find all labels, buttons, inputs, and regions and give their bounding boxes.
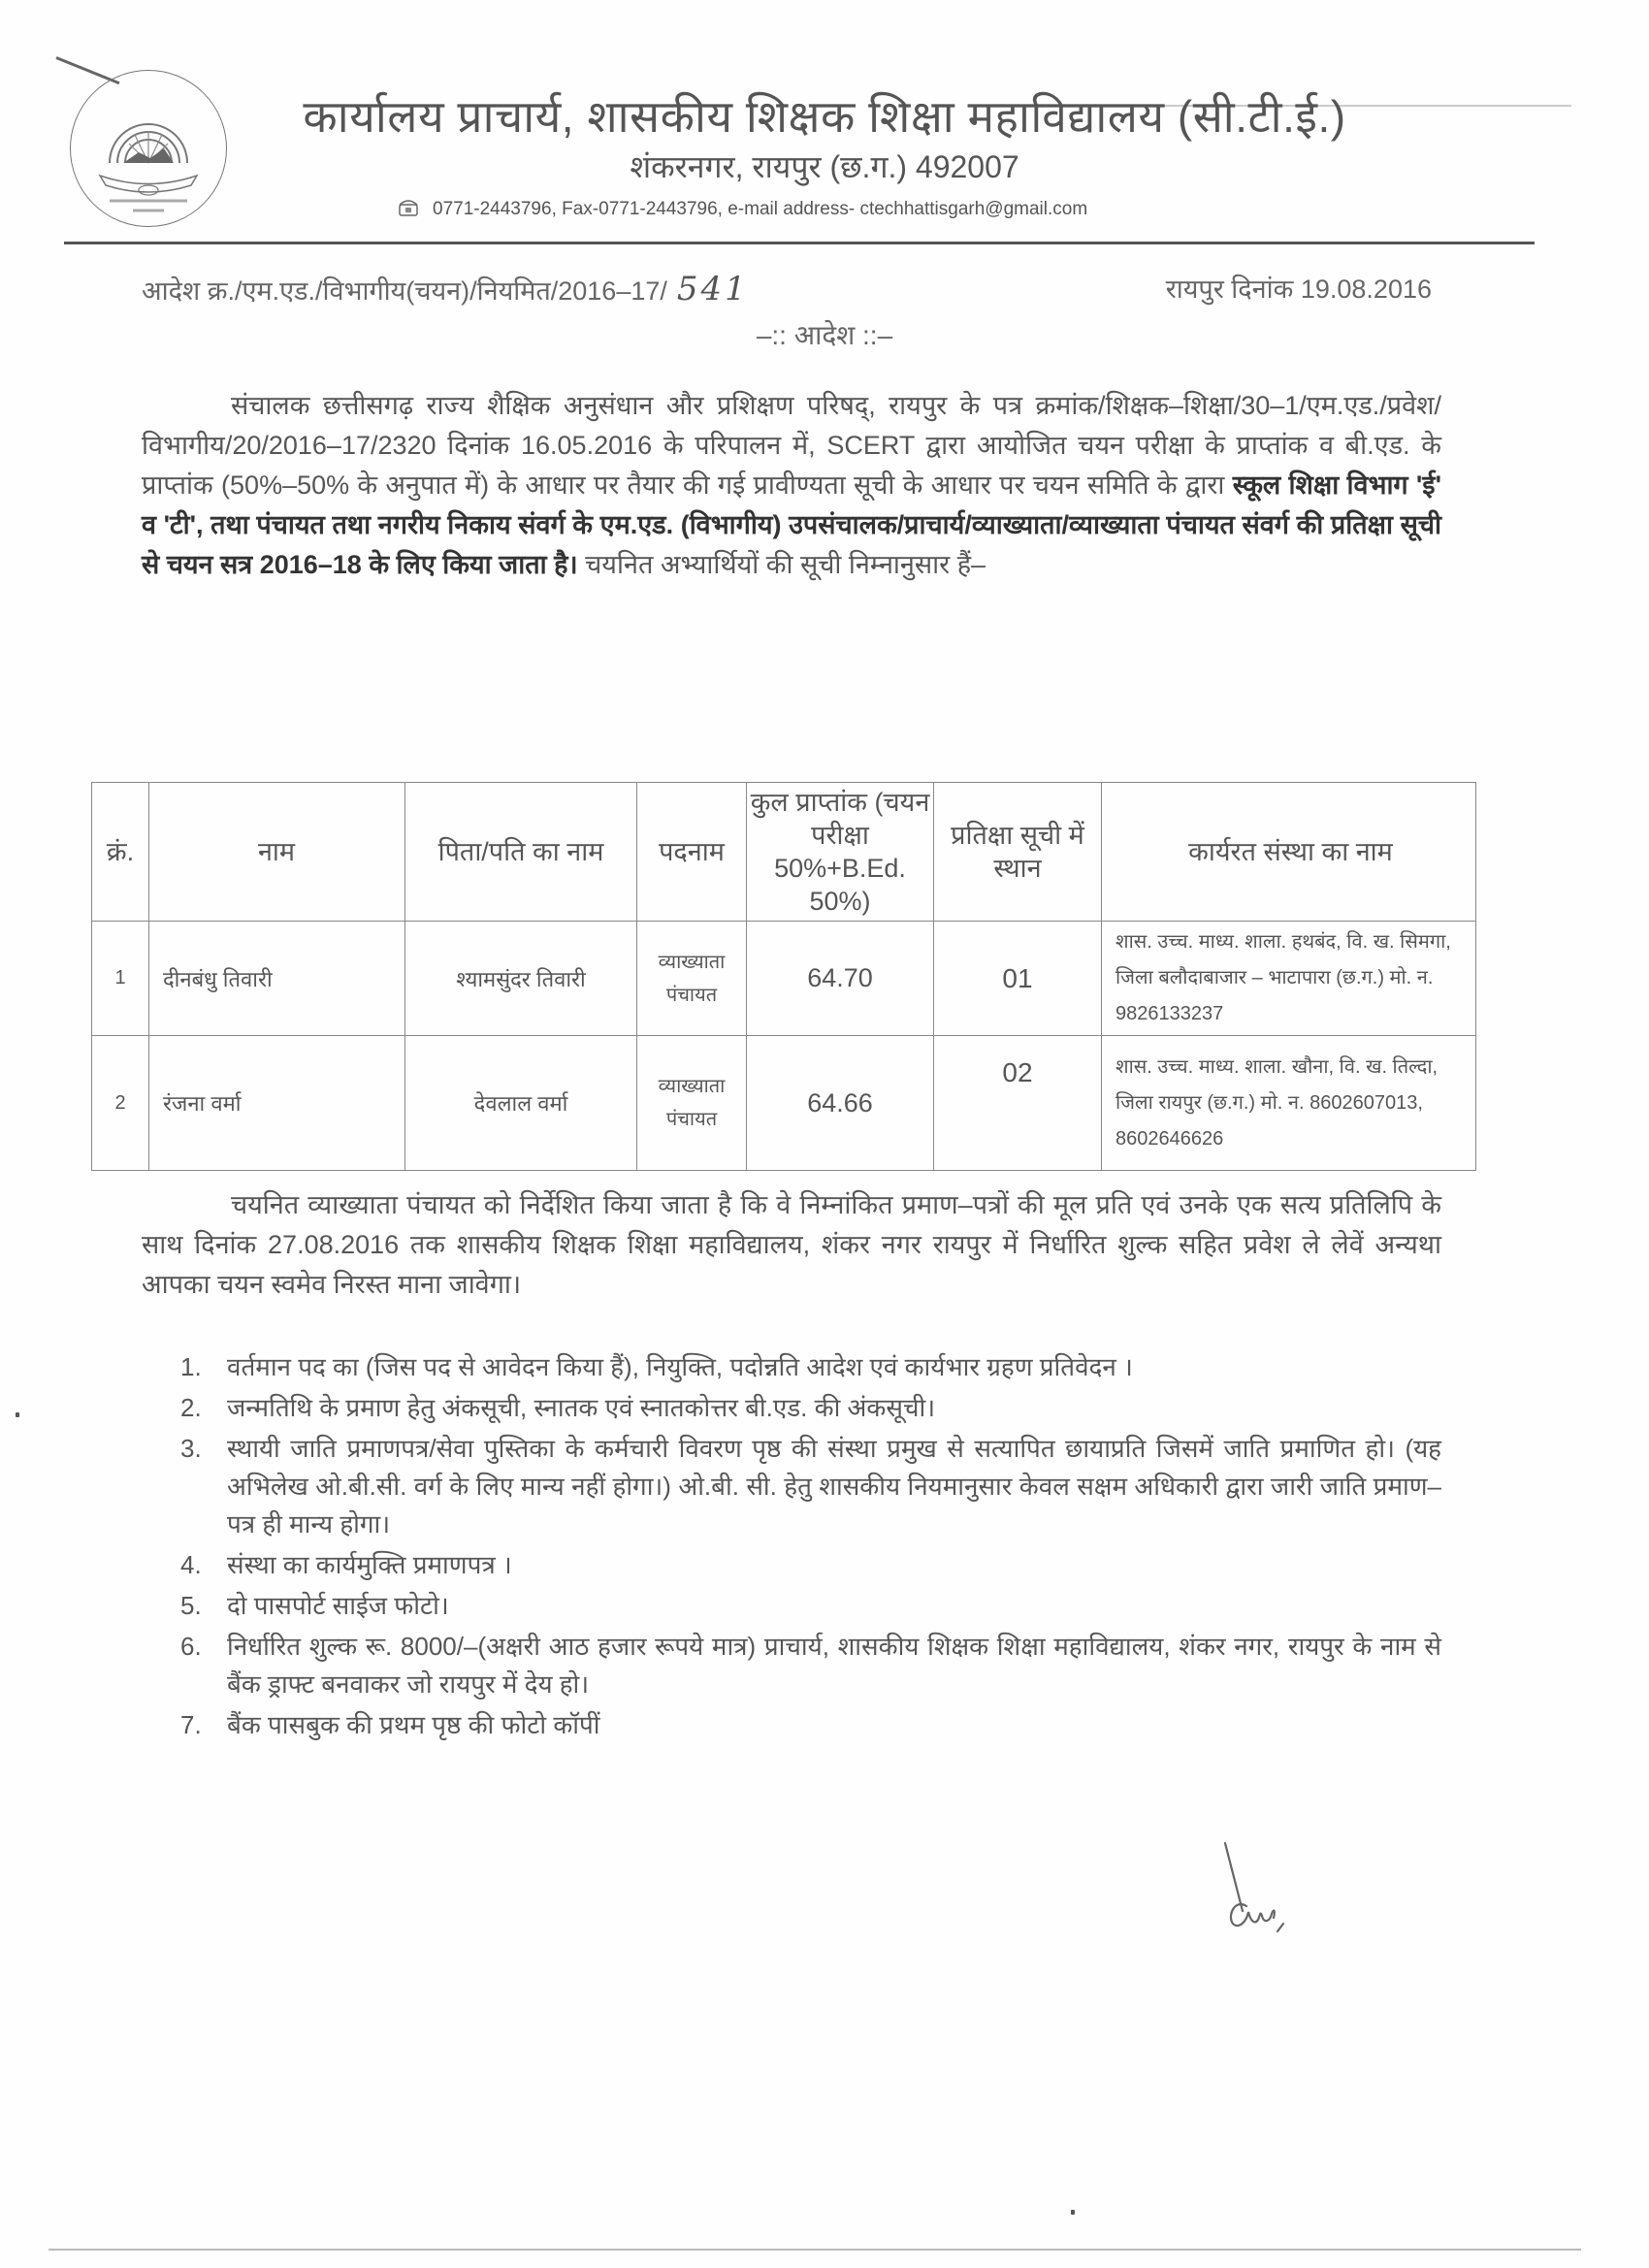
cell-institution: शास. उच्च. माध्य. शाला. हथबंद, वि. ख. सिमगा, जिला बलौदाबाजार – भाटापारा (छ.ग.) मो. न. 9826133237 bbox=[1102, 922, 1476, 1036]
list-number: 4. bbox=[180, 1550, 202, 1579]
telephone-icon bbox=[398, 199, 419, 216]
contact-text: 0771-2443796, Fax-0771-2443796, e-mail address- ctechhattisgarh@gmail.com bbox=[433, 199, 1088, 219]
cell-waitlist-rank: 01 bbox=[934, 922, 1102, 1036]
order-reference-line bbox=[142, 270, 1432, 308]
list-number: 2. bbox=[180, 1393, 202, 1422]
list-item bbox=[180, 1587, 1441, 1625]
list-number: 5. bbox=[180, 1591, 202, 1620]
header-designation: पदनाम bbox=[637, 783, 747, 922]
cell-designation: व्याख्याता पंचायत bbox=[637, 1036, 747, 1171]
required-documents-list bbox=[180, 1348, 1441, 1747]
cell-father-name: श्यामसुंदर तिवारी bbox=[405, 922, 637, 1036]
handwritten-order-number: 541 bbox=[676, 270, 749, 308]
college-emblem-icon bbox=[70, 70, 227, 227]
list-item bbox=[180, 1389, 1441, 1427]
list-text: जन्मतिथि के प्रमाण हेतु अंकसूची, स्नातक एवं स्नातकोत्तर बी.एड. की अंकसूची। bbox=[227, 1393, 936, 1422]
intro-text-end: चयनित अभ्यार्थियों की सूची निम्नानुसार हैं– bbox=[577, 550, 986, 579]
cell-designation: व्याख्याता पंचायत bbox=[637, 922, 747, 1036]
table-header-row bbox=[92, 783, 1476, 922]
list-number: 7. bbox=[180, 1710, 202, 1739]
scan-speck bbox=[16, 1412, 19, 1417]
header-name: नाम bbox=[149, 783, 405, 922]
list-item bbox=[180, 1430, 1441, 1543]
order-heading: –:: आदेश ::– bbox=[756, 320, 893, 350]
cell-total-marks: 64.66 bbox=[747, 1036, 934, 1171]
cell-father-name: देवलाल वर्मा bbox=[405, 1036, 637, 1171]
header-total-marks: कुल प्राप्तांक (चयन परीक्षा 50%+B.Ed. 50%) bbox=[747, 783, 934, 922]
cell-serial: 2 bbox=[92, 1036, 149, 1171]
intro-text-start: संचालक छत्तीसगढ़ राज्य शैक्षिक अनुसंधान और प्रशिक्षण परिषद्, रायपुर के पत्र क्रमांक/शिक्षक–शिक्षा/30–1/एम.एड./प्रवेश/विभागीय/20/2016–17/2320 दिनांक 16.05.2016 के परिपालन में, SCERT द्वारा आयोजित चयन परीक्षा के प्राप्तांक व बी.एड. के प्राप्तांक (50%–50% के अनुपात में) के आधार पर तैयार की गई प्रावीण्यता सूची के आधार पर चयन समिति के द्वारा bbox=[142, 391, 1441, 500]
selected-candidates-table bbox=[91, 782, 1476, 1171]
list-text: बैंक पासबुक की प्रथम पृष्ठ की फोटो कॉपीं bbox=[227, 1710, 600, 1739]
scan-bottom-edge bbox=[48, 2249, 1581, 2251]
header-divider bbox=[64, 242, 1535, 244]
list-text: संस्था का कार्यमुक्ति प्रमाणपत्र । bbox=[227, 1550, 512, 1579]
contact-line bbox=[398, 199, 1087, 220]
handwritten-signature-icon bbox=[1217, 1838, 1334, 1945]
table-row bbox=[92, 1036, 1476, 1171]
order-date: रायपुर दिनांक 19.08.2016 bbox=[1165, 275, 1432, 304]
list-text: स्थायी जाति प्रमाणपत्र/सेवा पुस्तिका के कर्मचारी विवरण पृष्ठ की संस्था प्रमुख से सत्यापित छायाप्रति जिसमें जाति प्रमाणित हो। (यह अभिलेख ओ.बी.सी. वर्ग के लिए मान्य नहीं होगा।) ओ.बी. सी. हेतु शासकीय नियमानुसार केवल सक्षम अधिकारी द्वारा जारी जाति प्रमाण–पत्र ही मान्य होगा। bbox=[227, 1434, 1441, 1539]
list-item bbox=[180, 1628, 1441, 1703]
table-row bbox=[92, 922, 1476, 1036]
scan-speck bbox=[1071, 2210, 1075, 2215]
order-reference: आदेश क्र./एम.एड./विभागीय(चयन)/नियमित/2016–17/ bbox=[142, 276, 667, 306]
cell-serial: 1 bbox=[92, 922, 149, 1036]
intro-paragraph bbox=[142, 386, 1441, 585]
list-text: दो पासपोर्ट साईज फोटो। bbox=[227, 1591, 449, 1620]
cell-waitlist-rank: 02 bbox=[934, 1036, 1102, 1171]
intro-text-bold: स्कूल शिक्षा विभाग 'ई' व 'टी', तथा पंचायत तथा नगरीय निकाय संवर्ग के एम.एड. (विभागीय) उपसंचालक/प्राचार्य/व्याख्याता/व्याख्याता पंचायत संवर्ग की प्रतिक्षा सूची से चयन सत्र 2016–18 के लिए किया जाता है। bbox=[142, 470, 1441, 579]
cell-name: रंजना वर्मा bbox=[149, 1036, 405, 1171]
list-item bbox=[180, 1546, 1441, 1584]
office-title: कार्यालय प्राचार्य, शासकीय शिक्षक शिक्षा महाविद्यालय (सी.टी.ई.) bbox=[303, 91, 1346, 142]
list-number: 3. bbox=[180, 1434, 202, 1463]
list-text: निर्धारित शुल्क रू. 8000/–(अक्षरी आठ हजार रूपये मात्र) प्राचार्य, शासकीय शिक्षक शिक्षा महाविद्यालय, शंकर नगर, रायपुर के नाम से बैंक ड्राफ्ट बनवाकर जो रायपुर में देय हो। bbox=[227, 1632, 1441, 1699]
instruction-paragraph bbox=[142, 1185, 1441, 1305]
cell-institution: शास. उच्च. माध्य. शाला. खौना, वि. ख. तिल्दा, जिला रायपुर (छ.ग.) मो. न. 8602607013, 8602646626 bbox=[1102, 1036, 1476, 1171]
header-institution: कार्यरत संस्था का नाम bbox=[1102, 783, 1476, 922]
instruction-text: चयनित व्याख्याता पंचायत को निर्देशित किया जाता है कि वे निम्नांकित प्रमाण–पत्रों की मूल प्रति एवं उनके एक सत्य प्रतिलिपि के साथ दिनांक 27.08.2016 तक शासकीय शिक्षक शिक्षा महाविद्यालय, शंकर नगर रायपुर में निर्धारित शुल्क सहित प्रवेश ले लेवें अन्यथा आपका चयन स्वमेव निरस्त माना जावेगा। bbox=[142, 1190, 1441, 1299]
header-serial: क्रं. bbox=[92, 783, 149, 922]
cell-total-marks: 64.70 bbox=[747, 922, 934, 1036]
list-number: 6. bbox=[180, 1632, 202, 1661]
cell-name: दीनबंधु तिवारी bbox=[149, 922, 405, 1036]
header-waitlist-rank: प्रतिक्षा सूची में स्थान bbox=[934, 783, 1102, 922]
office-address: शंकरनगर, रायपुर (छ.ग.) 492007 bbox=[630, 149, 1019, 184]
header-father-name: पिता/पति का नाम bbox=[405, 783, 637, 922]
list-item bbox=[180, 1348, 1441, 1386]
list-text: वर्तमान पद का (जिस पद से आवेदन किया हैं), नियुक्ति, पदोन्नति आदेश एवं कार्यभार ग्रहण प्रतिवेदन । bbox=[227, 1352, 1133, 1381]
list-item bbox=[180, 1706, 1441, 1744]
list-number: 1. bbox=[180, 1352, 202, 1381]
